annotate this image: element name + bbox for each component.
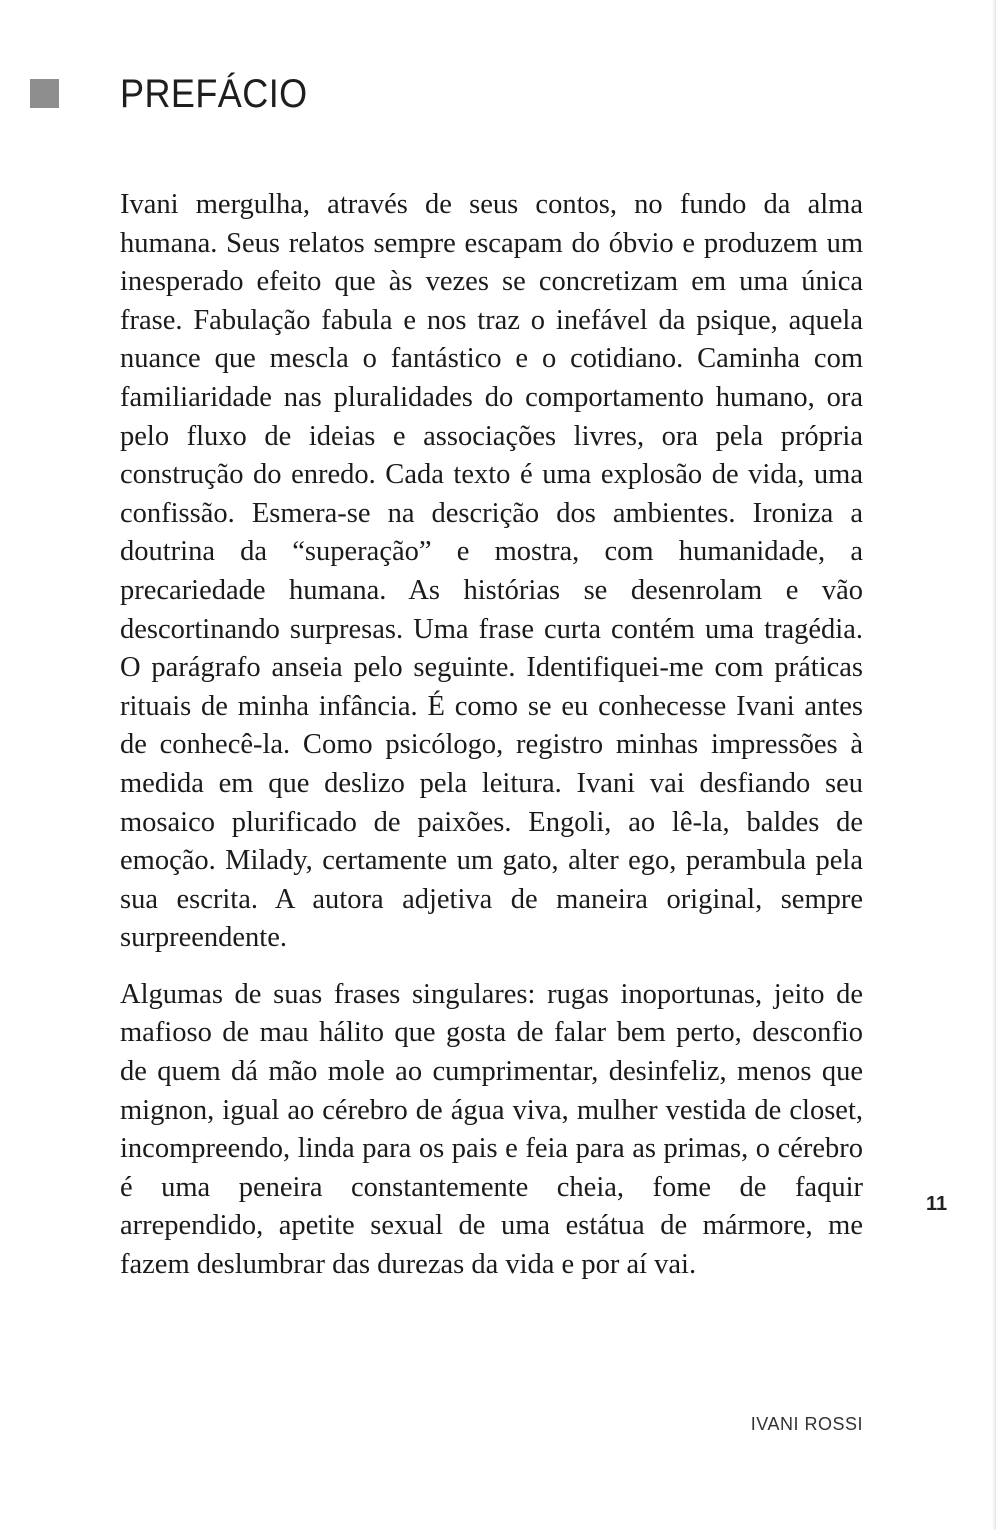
page-number: 11 bbox=[926, 1193, 948, 1215]
chapter-marker-square bbox=[30, 79, 59, 108]
chapter-title: PREFÁCIO bbox=[120, 72, 308, 116]
running-footer-author: IVANI ROSSI bbox=[750, 1414, 863, 1434]
body-text bbox=[120, 186, 863, 1285]
paragraph-2: Algumas de suas frases singulares: rugas inoportunas, jeito de mafioso de mau hálito que gosta de falar bem perto, desconfio de quem dá mão mole ao cumprimentar, desinfeliz, menos que mignon, igual ao cérebro de água viva, mulher vestida de closet, incompreendo, linda para os pais e feia para as primas, o cérebro é uma peneira constantemente cheia, fome de faquir arrependido, apetite sexual de uma estátua de mármore, me fazem deslumbrar das durezas da vida e por aí vai. bbox=[120, 978, 863, 1281]
paragraph-1: Ivani mergulha, através de seus contos, no fundo da alma humana. Seus relatos sempre escapam do óbvio e produzem um inesperado efeito que às vezes se concretizam em uma única frase. Fabulação fabula e nos traz o inefável da psique, aquela nuance que mescla o fantástico e o cotidiano. Caminha com familiaridade nas pluralidades do comportamento humano, ora pelo fluxo de ideias e associações livres, ora pela própria construção do enredo. Cada texto é uma explosão de vida, uma confissão. Esmera-se na descrição dos ambientes. Ironiza a doutrina da “superação” e mostra, com humanidade, a precariedade humana. As histórias se desenrolam e vão descortinando surpresas. Uma frase curta contém uma tragédia. O parágrafo anseia pelo seguinte. Identifiquei-me com práticas rituais de minha infância. É como se eu conhecesse Ivani antes de conhecê-la. Como psicólogo, registro minhas impressões à medida em que deslizo pela leitura. Ivani vai desfiando seu mosaico plurificado de paixões. Engoli, ao lê-la, baldes de emoção. Milady, certamente um gato, alter ego, perambula pela sua escrita. A autora adjetiva de maneira original, sempre surpreendente. bbox=[120, 189, 863, 954]
page-edge bbox=[992, 0, 996, 1530]
